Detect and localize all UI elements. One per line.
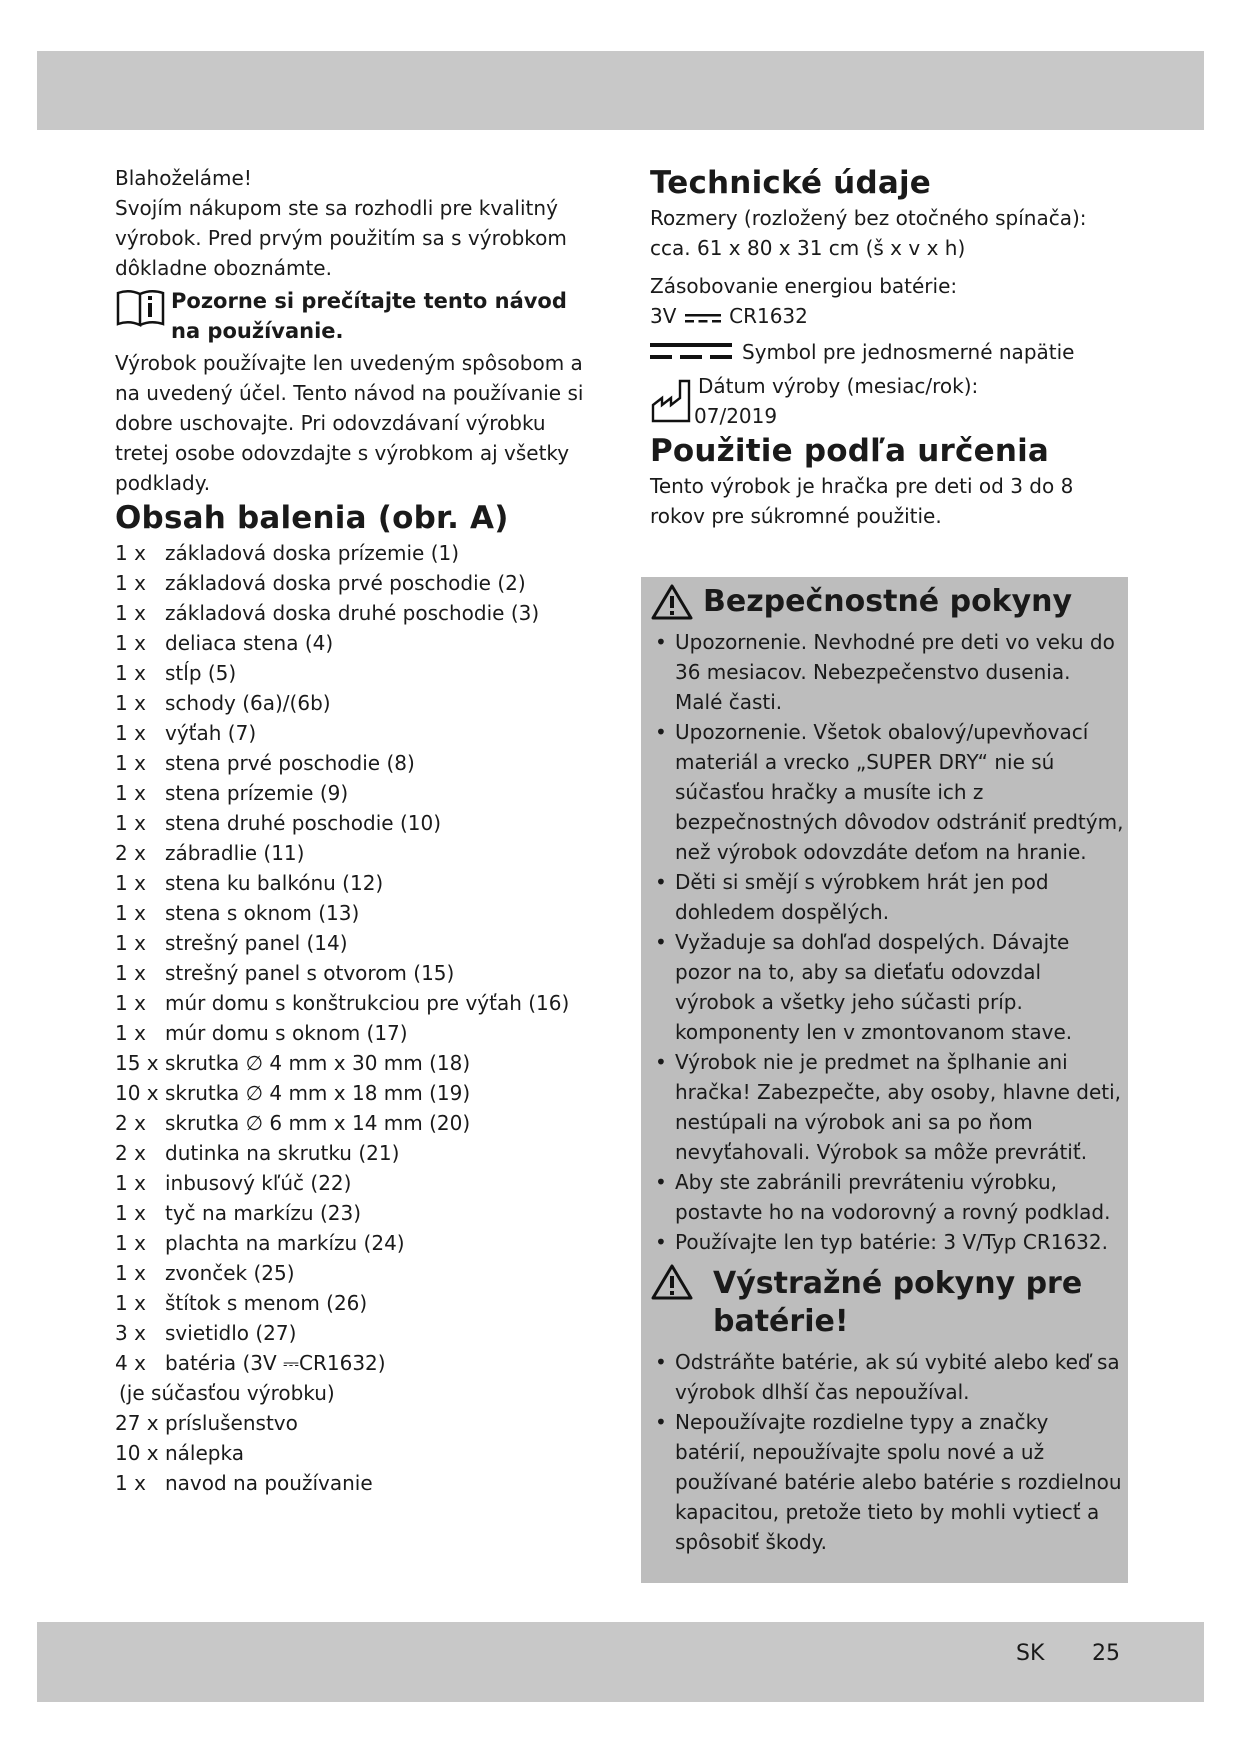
item-label: stena ku balkónu (12): [165, 871, 384, 895]
list-item: [115, 598, 600, 628]
notice-text: Pozorne si prečítajte tento návod na používanie.: [171, 289, 567, 343]
right-column: [650, 163, 1125, 531]
use-text: Tento výrobok je hračka pre deti od 3 do 8 rokov pre súkromné použitie.: [650, 474, 1074, 528]
item-label: múr domu s konštrukciou pre výťah (16): [165, 991, 570, 1015]
list-item: [115, 1168, 600, 1198]
read-manual-notice: [115, 285, 600, 346]
bullet-item: • Děti si smějí s výrobkem hrát jen pod dohledem dospělých.: [651, 867, 1124, 927]
list-item: [115, 808, 600, 838]
list-item: [115, 1078, 600, 1108]
list-item: [115, 1348, 600, 1378]
direct-current-icon: [650, 341, 732, 363]
sticker-line: 10 x nálepka: [115, 1441, 244, 1465]
list-item: [115, 1138, 600, 1168]
battery-heading-text: Výstražné pokyny pre batérie!: [713, 1266, 1083, 1339]
item-label: výťah (7): [165, 721, 257, 745]
dc-small-icon: [683, 311, 723, 325]
tech-heading: Technické údaje: [650, 165, 932, 201]
item-quantity: 15 x: [115, 1051, 159, 1075]
item-label: navod na používanie: [165, 1471, 373, 1495]
item-label: základová doska prízemie (1): [165, 541, 460, 565]
bullet-item: • Upozornenie. Nevhodné pre deti vo veku do 36 mesiacov. Nebezpečenstvo dusenia. Malé časti.: [651, 627, 1124, 717]
dc-symbol-line: [650, 337, 1125, 367]
item-quantity: 1 x: [115, 811, 146, 835]
item-quantity: 1 x: [115, 601, 146, 625]
list-item: [115, 1228, 600, 1258]
item-quantity: 2 x: [115, 841, 146, 865]
item-quantity: 10 x: [115, 1081, 159, 1105]
list-item: [115, 1288, 600, 1318]
page-number: 25: [1092, 1641, 1120, 1666]
item-label: skrutka ∅ 4 mm x 30 mm (18): [165, 1051, 471, 1075]
list-item: [115, 838, 600, 868]
safety-heading: [651, 583, 1124, 621]
list-item: [115, 1198, 600, 1228]
item-quantity: 1 x: [115, 691, 146, 715]
list-item: [115, 658, 600, 688]
item-quantity: 1 x: [115, 931, 146, 955]
manufacture-date: [650, 371, 1125, 431]
list-item: [115, 718, 600, 748]
date-label: Dátum výroby (mesiac/rok):: [698, 374, 979, 398]
list-item: [115, 538, 600, 568]
item-label: batéria (3V ⎓CR1632): [165, 1351, 386, 1375]
language-code: SK: [1016, 1641, 1045, 1666]
item-quantity: 1 x: [115, 721, 146, 745]
power-value: [650, 301, 1125, 331]
item-label: zábradlie (11): [165, 841, 305, 865]
list-item: [115, 898, 600, 928]
dimensions-value: cca. 61 x 80 x 31 cm (š x v x h): [650, 236, 966, 260]
item-label: skrutka ∅ 4 mm x 18 mm (19): [165, 1081, 471, 1105]
warning-icon: [651, 583, 693, 621]
item-quantity: 1 x: [115, 541, 146, 565]
item-quantity: 2 x: [115, 1141, 146, 1165]
bullet-item: • Používajte len typ batérie: 3 V/Typ CR1632.: [651, 1227, 1124, 1257]
item-quantity: 2 x: [115, 1111, 146, 1135]
greeting: Blahoželáme!: [115, 166, 252, 190]
item-quantity: 1 x: [115, 961, 146, 985]
item-quantity: 1 x: [115, 1291, 146, 1315]
item-label: schody (6a)/(6b): [165, 691, 331, 715]
item-quantity: 1 x: [115, 1231, 146, 1255]
list-item: [115, 1108, 600, 1138]
item-quantity: 1 x: [115, 1171, 146, 1195]
bullet-item: • Aby ste zabránili prevráteniu výrobku, postavte ho na vodorovný a rovný podklad.: [651, 1167, 1124, 1227]
bullet-item: • Vyžaduje sa dohľad dospelých. Dávajte pozor na to, aby sa dieťaťu odovzdal výrobok a všetky jeho súčasti príp. komponenty len v zmontovanom stave.: [651, 927, 1124, 1047]
bullet-item: • Nepoužívajte rozdielne typy a značky batérií, nepoužívajte spolu nové a už používané batérie alebo batérie s rozdielnou kapacitou, pretože tieto by mohli vytiecť a spôsobiť škody.: [651, 1407, 1124, 1557]
usage-text: Výrobok používajte len uvedeným spôsobom a na uvedený účel. Tento návod na používanie si dobre uschovajte. Pri odovzdávaní výrobku tretej osobe odovzdajte s výrobkom aj všetky podklady.: [115, 351, 584, 495]
item-quantity: 1 x: [115, 631, 146, 655]
list-item: [115, 928, 600, 958]
item-label: svietidlo (27): [165, 1321, 297, 1345]
bullet-item: • Výrobok nie je predmet na šplhanie ani hračka! Zabezpečte, aby osoby, hlavne deti, nestúpali na výrobok ani sa po ňom nevyťahovali. Výrobok sa môže prevrátiť.: [651, 1047, 1124, 1167]
intro-text: Svojím nákupom ste sa rozhodli pre kvalitný výrobok. Pred prvým použitím sa s výrobkom dôkladne oboznámte.: [115, 196, 567, 280]
battery-list: [651, 1347, 1124, 1557]
list-item: [115, 748, 600, 778]
accessories-line: 27 x príslušenstvo: [115, 1411, 298, 1435]
item-quantity: 1 x: [115, 781, 146, 805]
item-quantity: 1 x: [115, 661, 146, 685]
item-label: štítok s menom (26): [165, 1291, 368, 1315]
item-quantity: 1 x: [115, 1471, 146, 1495]
list-item: [115, 868, 600, 898]
battery-warning-heading: [651, 1265, 1124, 1341]
power-label: Zásobovanie energiou batérie:: [650, 274, 958, 298]
item-quantity: 1 x: [115, 571, 146, 595]
item-quantity: 1 x: [115, 1261, 146, 1285]
item-label: skrutka ∅ 6 mm x 14 mm (20): [165, 1111, 471, 1135]
dimensions-label: Rozmery (rozložený bez otočného spínača):: [650, 206, 1087, 230]
left-column: [115, 163, 600, 1498]
date-value: 07/2019: [694, 404, 778, 428]
item-label: múr domu s oknom (17): [165, 1021, 408, 1045]
safety-heading-text: Bezpečnostné pokyny: [703, 584, 1073, 619]
warning-icon: [651, 1263, 693, 1301]
item-quantity: 1 x: [115, 1201, 146, 1225]
list-item: [115, 1048, 600, 1078]
list-item: [115, 688, 600, 718]
item-label: stĺp (5): [165, 661, 237, 685]
item-quantity: 4 x: [115, 1351, 146, 1375]
list-item: [115, 1468, 600, 1498]
package-heading: Obsah balenia (obr. A): [115, 500, 509, 536]
item-quantity: 1 x: [115, 991, 146, 1015]
item-label: strešný panel (14): [165, 931, 348, 955]
manual-line: [115, 1468, 600, 1498]
use-heading: Použitie podľa určenia: [650, 433, 1050, 469]
dc-symbol-text: Symbol pre jednosmerné napätie: [742, 340, 1075, 364]
item-label: stena prvé poschodie (8): [165, 751, 415, 775]
power-type: CR1632: [729, 304, 808, 328]
item-quantity: 1 x: [115, 901, 146, 925]
list-item: [115, 568, 600, 598]
list-item: [115, 1258, 600, 1288]
list-item: [115, 1318, 600, 1348]
item-label: tyč na markízu (23): [165, 1201, 362, 1225]
list-item: [115, 988, 600, 1018]
item-label: inbusový kľúč (22): [165, 1171, 352, 1195]
item-label: deliaca stena (4): [165, 631, 334, 655]
item-label: plachta na markízu (24): [165, 1231, 405, 1255]
item-label: dutinka na skrutku (21): [165, 1141, 400, 1165]
item-label: stena druhé poschodie (10): [165, 811, 442, 835]
list-item: [115, 778, 600, 808]
list-item: [115, 958, 600, 988]
package-list: [115, 538, 600, 1378]
open-book-info-icon: [115, 285, 167, 329]
list-item: [115, 1018, 600, 1048]
item-quantity: 1 x: [115, 871, 146, 895]
item-label: základová doska prvé poschodie (2): [165, 571, 526, 595]
power-voltage: 3V: [650, 304, 677, 328]
battery-note: (je súčasťou výrobku): [119, 1381, 335, 1405]
item-quantity: 1 x: [115, 751, 146, 775]
safety-box: [641, 577, 1128, 1583]
item-quantity: 3 x: [115, 1321, 146, 1345]
item-label: stena prízemie (9): [165, 781, 349, 805]
item-quantity: 1 x: [115, 1021, 146, 1045]
bullet-item: • Upozornenie. Všetok obalový/upevňovací materiál a vrecko „SUPER DRY“ nie sú súčasťou hračky a musíte ich z bezpečnostných dôvodov odstrániť predtým, než výrobok odovzdáte deťom na hranie.: [651, 717, 1124, 867]
item-label: stena s oknom (13): [165, 901, 360, 925]
item-label: zvonček (25): [165, 1261, 295, 1285]
safety-list: [651, 627, 1124, 1257]
list-item: [115, 628, 600, 658]
item-label: strešný panel s otvorom (15): [165, 961, 455, 985]
bullet-item: • Odstráňte batérie, ak sú vybité alebo keď sa výrobok dlhší čas nepoužíval.: [651, 1347, 1124, 1407]
item-label: základová doska druhé poschodie (3): [165, 601, 540, 625]
header-band: [37, 51, 1204, 130]
